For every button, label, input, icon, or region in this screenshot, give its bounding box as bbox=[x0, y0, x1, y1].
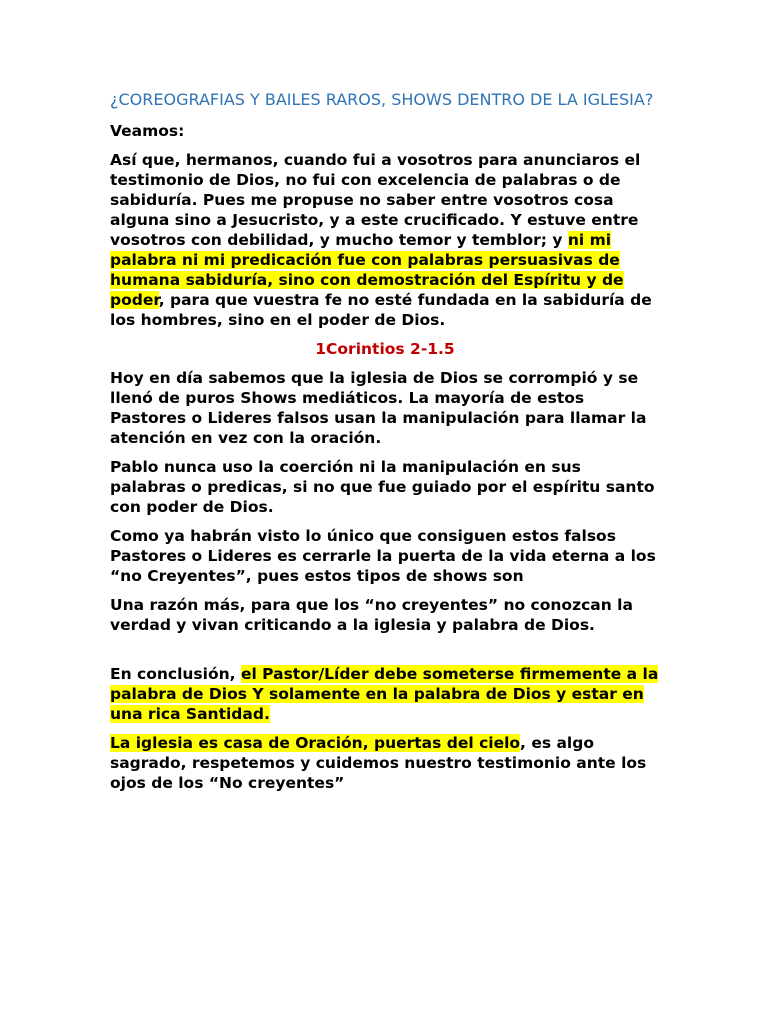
intro-text: Veamos: bbox=[110, 122, 185, 140]
bible-reference: 1Corintios 2-1.5 bbox=[315, 340, 455, 358]
quote-highlight: ni mi palabra ni mi predicación fue con palabras persuasivas de humana sabiduría, sino con demostración del Espíritu y de poder bbox=[110, 231, 624, 309]
conclusion-paragraph bbox=[110, 664, 660, 724]
blank-line bbox=[110, 644, 660, 664]
quote-part-1: Así que, hermanos, cuando fui a vosotros para anunciaros el testimonio de Dios, no fui con excelencia de palabras o de sabiduría. Pues me propuse no saber entre vosotros cosa alguna sino a Jesucristo, y a este crucificado. Y estuve entre vosotros con debilidad, y mucho temor y temblor; y bbox=[110, 151, 641, 249]
closing-paragraph bbox=[110, 733, 660, 793]
conclusion-lead: En conclusión, bbox=[110, 665, 241, 683]
paragraph: Una razón más, para que los “no creyentes” no conozcan la verdad y vivan criticando a la iglesia y palabra de Dios. bbox=[110, 596, 633, 634]
document-title: ¿COREOGRAFIAS Y BAILES RAROS, SHOWS DENTRO DE LA IGLESIA? bbox=[110, 90, 654, 109]
closing-highlight: La iglesia es casa de Oración, puertas del cielo bbox=[110, 734, 521, 752]
closing-rest: , es algo sagrado, respetemos y cuidemos nuestro testimonio ante los ojos de los “No creyentes” bbox=[110, 734, 647, 792]
quote-part-2: , para que vuestra fe no esté fundada en la sabiduría de los hombres, sino en el poder de Dios. bbox=[110, 291, 652, 329]
paragraph: Como ya habrán visto lo único que consiguen estos falsos Pastores o Lideres es cerrarle la puerta de la vida eterna a los “no Creyentes”, pues estos tipos de shows son bbox=[110, 527, 656, 585]
paragraph: Hoy en día sabemos que la iglesia de Dios se corrompió y se llenó de puros Shows mediáticos. La mayoría de estos Pastores o Lideres falsos usan la manipulación para llamar la atención en vez con la oración. bbox=[110, 369, 647, 447]
conclusion-highlight: el Pastor/Líder debe someterse firmemente a la palabra de Dios Y solamente en la palabra de Dios y estar en una rica Santidad. bbox=[110, 665, 659, 723]
bible-quote bbox=[110, 150, 660, 330]
document-page bbox=[110, 88, 660, 802]
paragraph: Pablo nunca uso la coerción ni la manipulación en sus palabras o predicas, si no que fue guiado por el espíritu santo con poder de Dios. bbox=[110, 458, 655, 516]
